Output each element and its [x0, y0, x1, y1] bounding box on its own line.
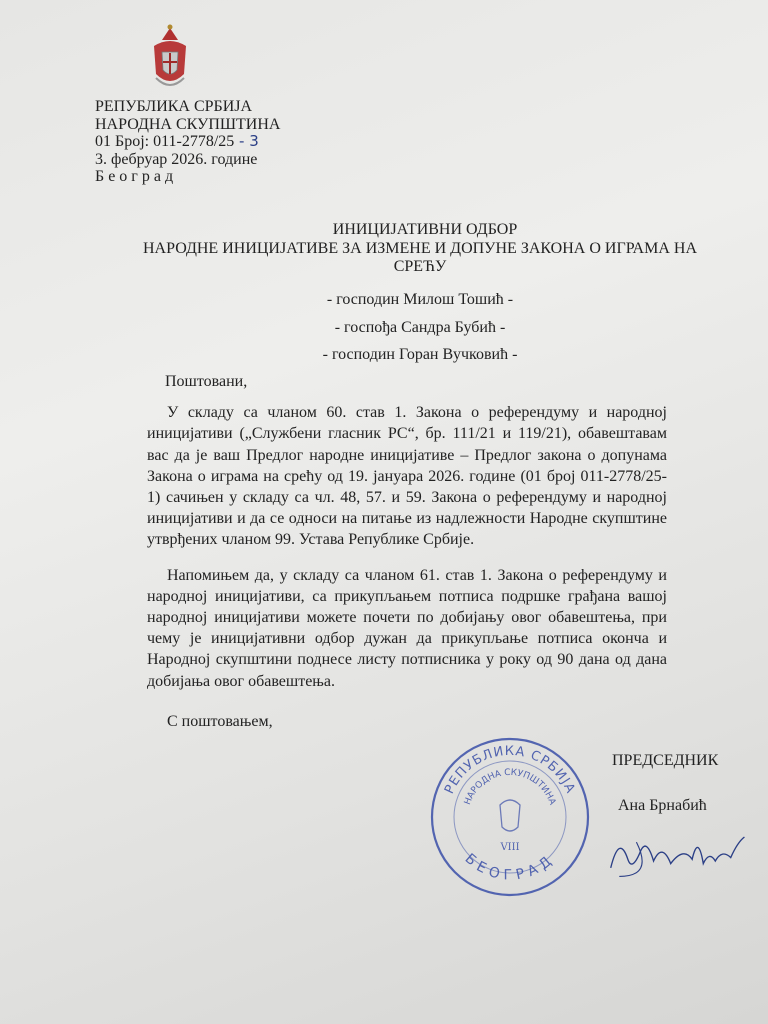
- closing: С поштовањем,: [167, 712, 273, 730]
- stamp-outer-text: РЕПУБЛИКА СРБИЈА: [442, 743, 578, 797]
- stamp-bottom-text: БЕОГРАД: [461, 850, 559, 884]
- letter-body: [147, 371, 667, 732]
- sender-country: РЕПУБЛИКА СРБИЈА: [95, 98, 253, 115]
- letter-date: 3. фебруар 2026. године: [95, 150, 258, 168]
- greeting: Поштовани,: [165, 373, 248, 390]
- letter-city: Београд: [95, 168, 178, 185]
- addressee-title-line: СРЕЋУ: [393, 258, 447, 275]
- addressee-name: - госпођа Сандра Бубић -: [334, 318, 506, 336]
- svg-text:НАРОДНА СКУПШТИНА: [463, 768, 557, 807]
- addressee-title-line: НАРОДНЕ ИНИЦИЈАТИВЕ ЗА ИЗМЕНЕ И ДОПУНЕ ЗАКОНА О ИГРАМА НА: [143, 239, 697, 257]
- addressee-title: [60, 221, 768, 277]
- reference-number-text: 01 Број: 011-2778/25: [95, 133, 235, 150]
- stamp-numeral: VIII: [500, 842, 520, 853]
- reference-number-handwritten: - 3: [234, 132, 259, 150]
- stamp-crest-icon: [500, 800, 520, 831]
- paragraph-1: У складу са чланом 60. став 1. Закона о референдуму и народној иницијативи („Службени гласник РС“, бр. 111/21 и 119/21), обавештавам вас да је ваш Предлог народне иницијативе – Предлог закона о допунама Закона о играма на срећу од 19. јануара 2026. године (01 број 011-2778/25-1) сачињен у складу са чл. 48, 57. и 59. Закона о референдуму и народној иницијативи и да се односи на питање из надлежности Народне скупштине утврђених чланом 99. Устава Републике Србије.: [147, 404, 667, 549]
- official-stamp: [428, 733, 593, 898]
- signatory-role: ПРЕДСЕДНИК: [612, 752, 719, 769]
- addressee-title-line: ИНИЦИЈАТИВНИ ОДБОР: [332, 221, 518, 238]
- addressee-name: - господин Милош Тошић -: [326, 291, 514, 308]
- addressee-names: [200, 286, 640, 369]
- paragraph-2: Напомињем да, у складу са чланом 61. став 1. Закона о референдуму и народној иницијативи, са прикупљањем потписа подршке грађана вашој народној иницијативи можете почети по добијању овог обавештења, при чему је иницијативни одбор дужан да прикупљање потписа оконча и Народној скупштини поднесе листу потписника у року од 90 дана од дана добијања овог обавештења.: [147, 566, 667, 690]
- serbian-coat-of-arms-icon: [150, 22, 190, 94]
- stamp-inner-text: НАРОДНА СКУПШТИНА: [462, 767, 558, 807]
- signatory-name: Ана Брнабић: [618, 797, 707, 814]
- sender-institution: НАРОДНА СКУПШТИНА: [95, 115, 281, 133]
- handwritten-signature: [600, 825, 750, 885]
- svg-text:БЕОГРАД: [462, 851, 559, 884]
- sender-header: [95, 98, 280, 186]
- addressee-name: - господин Горан Вучковић -: [322, 346, 518, 363]
- reference-number: [95, 133, 280, 151]
